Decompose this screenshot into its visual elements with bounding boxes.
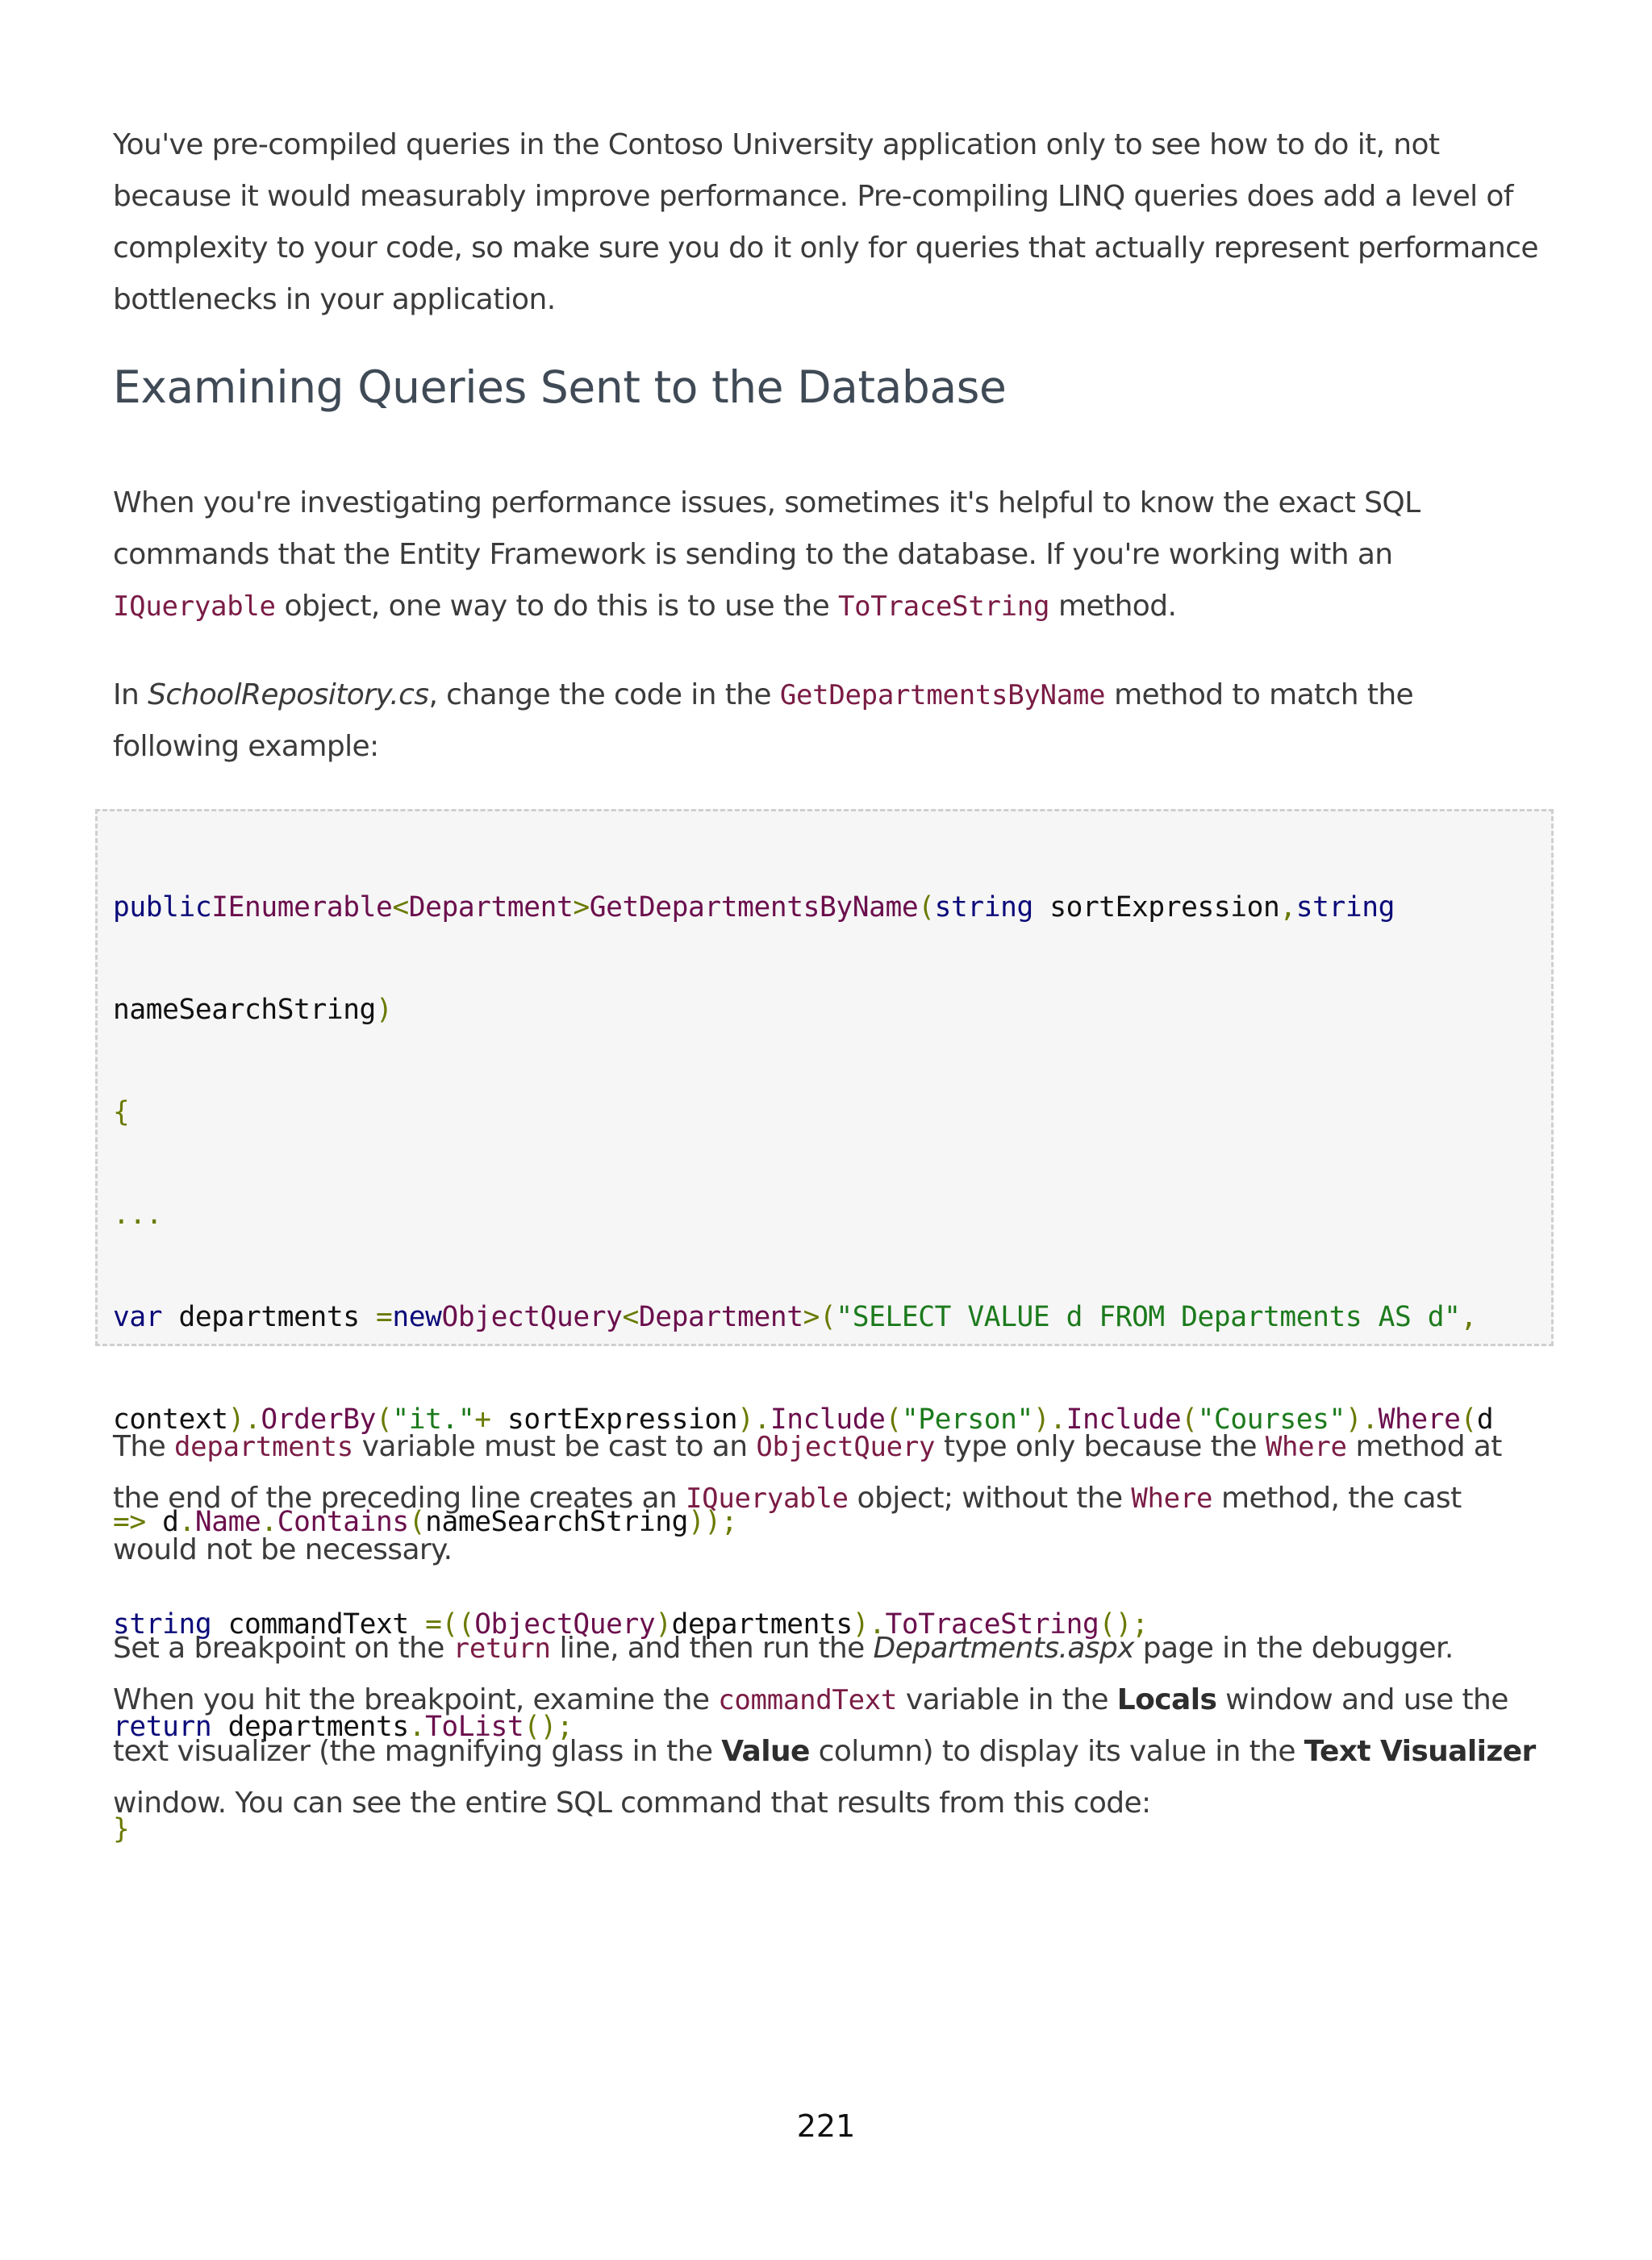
- code-line: string commandText =((ObjectQuery)departments).ToTraceString();: [113, 1607, 1149, 1641]
- paragraph-change-code: In SchoolRepository.cs, change the code in the GetDepartmentsByName method to match the following example:: [113, 678, 1414, 763]
- inline-code-where: Where: [1131, 1482, 1213, 1515]
- code-line: context).OrderBy("it."+ sortExpression).Include("Person").Include("Courses").Where(d: [113, 1403, 1494, 1436]
- inline-code-totracestring: ToTraceString: [837, 590, 1050, 623]
- code-line: nameSearchString): [113, 993, 393, 1026]
- inline-code-objectquery: ObjectQuery: [756, 1431, 936, 1463]
- code-line: => d.Name.Contains(nameSearchString));: [113, 1505, 738, 1538]
- file-name: SchoolRepository.cs: [148, 678, 429, 711]
- inline-code-getdepartmentsbyname: GetDepartmentsByName: [779, 679, 1106, 711]
- code-line: }: [113, 1812, 130, 1845]
- code-line: {: [113, 1095, 130, 1128]
- section-heading: Examining Queries Sent to the Database: [113, 361, 1007, 413]
- code-line: publicIEnumerable<Department>GetDepartmentsByName(string sortExpression,string: [113, 890, 1395, 924]
- page-number: 221: [796, 2108, 856, 2144]
- code-line: var departments =newObjectQuery<Department>("SELECT VALUE d FROM Departments AS d",: [113, 1300, 1477, 1333]
- inline-code-commandtext: commandText: [718, 1684, 898, 1716]
- ui-term-value: Value: [721, 1735, 810, 1768]
- ui-term-locals: Locals: [1116, 1683, 1217, 1716]
- inline-code-where: Where: [1265, 1431, 1347, 1463]
- inline-code-iqueryable: IQueryable: [685, 1482, 849, 1515]
- ui-term-text-visualizer: Text Visualizer: [1304, 1735, 1536, 1768]
- paragraph-investigating-performance: When you're investigating performance issues, sometimes it's helpful to know the exact SQL commands that the Entity Framework is sending to the database. If you're working with an IQueryable object, one way to do this is to use the ToTraceString method.: [113, 486, 1420, 623]
- code-line: ...: [113, 1198, 163, 1231]
- inline-code-iqueryable: IQueryable: [113, 590, 276, 623]
- paragraph-departments-cast: The departments variable must be cast to an ObjectQuery type only because the Where method at the end of the preceding line creates an IQueryable object; without the Where method, the cast would not be necessary.: [113, 1430, 1502, 1566]
- file-name: Departments.aspx: [873, 1632, 1134, 1665]
- paragraph-precompiled-queries: You've pre-compiled queries in the Contoso University application only to see how to do it, not because it would measurably improve performance. Pre-compiling LINQ queries does add a level of complexity to your code, so make sure you do it only for queries that actually represent performance bottlenecks in your application.: [113, 128, 1538, 316]
- code-line: return departments.ToList();: [113, 1710, 574, 1743]
- inline-code-return: return: [453, 1632, 551, 1665]
- inline-code-departments: departments: [174, 1431, 353, 1463]
- paragraph-set-breakpoint: Set a breakpoint on the return line, and then run the Departments.aspx page in the debugger. When you hit the breakpoint, examine the commandText variable in the Locals window and use the text visualizer (the magnifying glass in the Value column) to display its value in the Text Visualizer window. You can see the entire SQL command that results from this code:: [113, 1632, 1536, 1820]
